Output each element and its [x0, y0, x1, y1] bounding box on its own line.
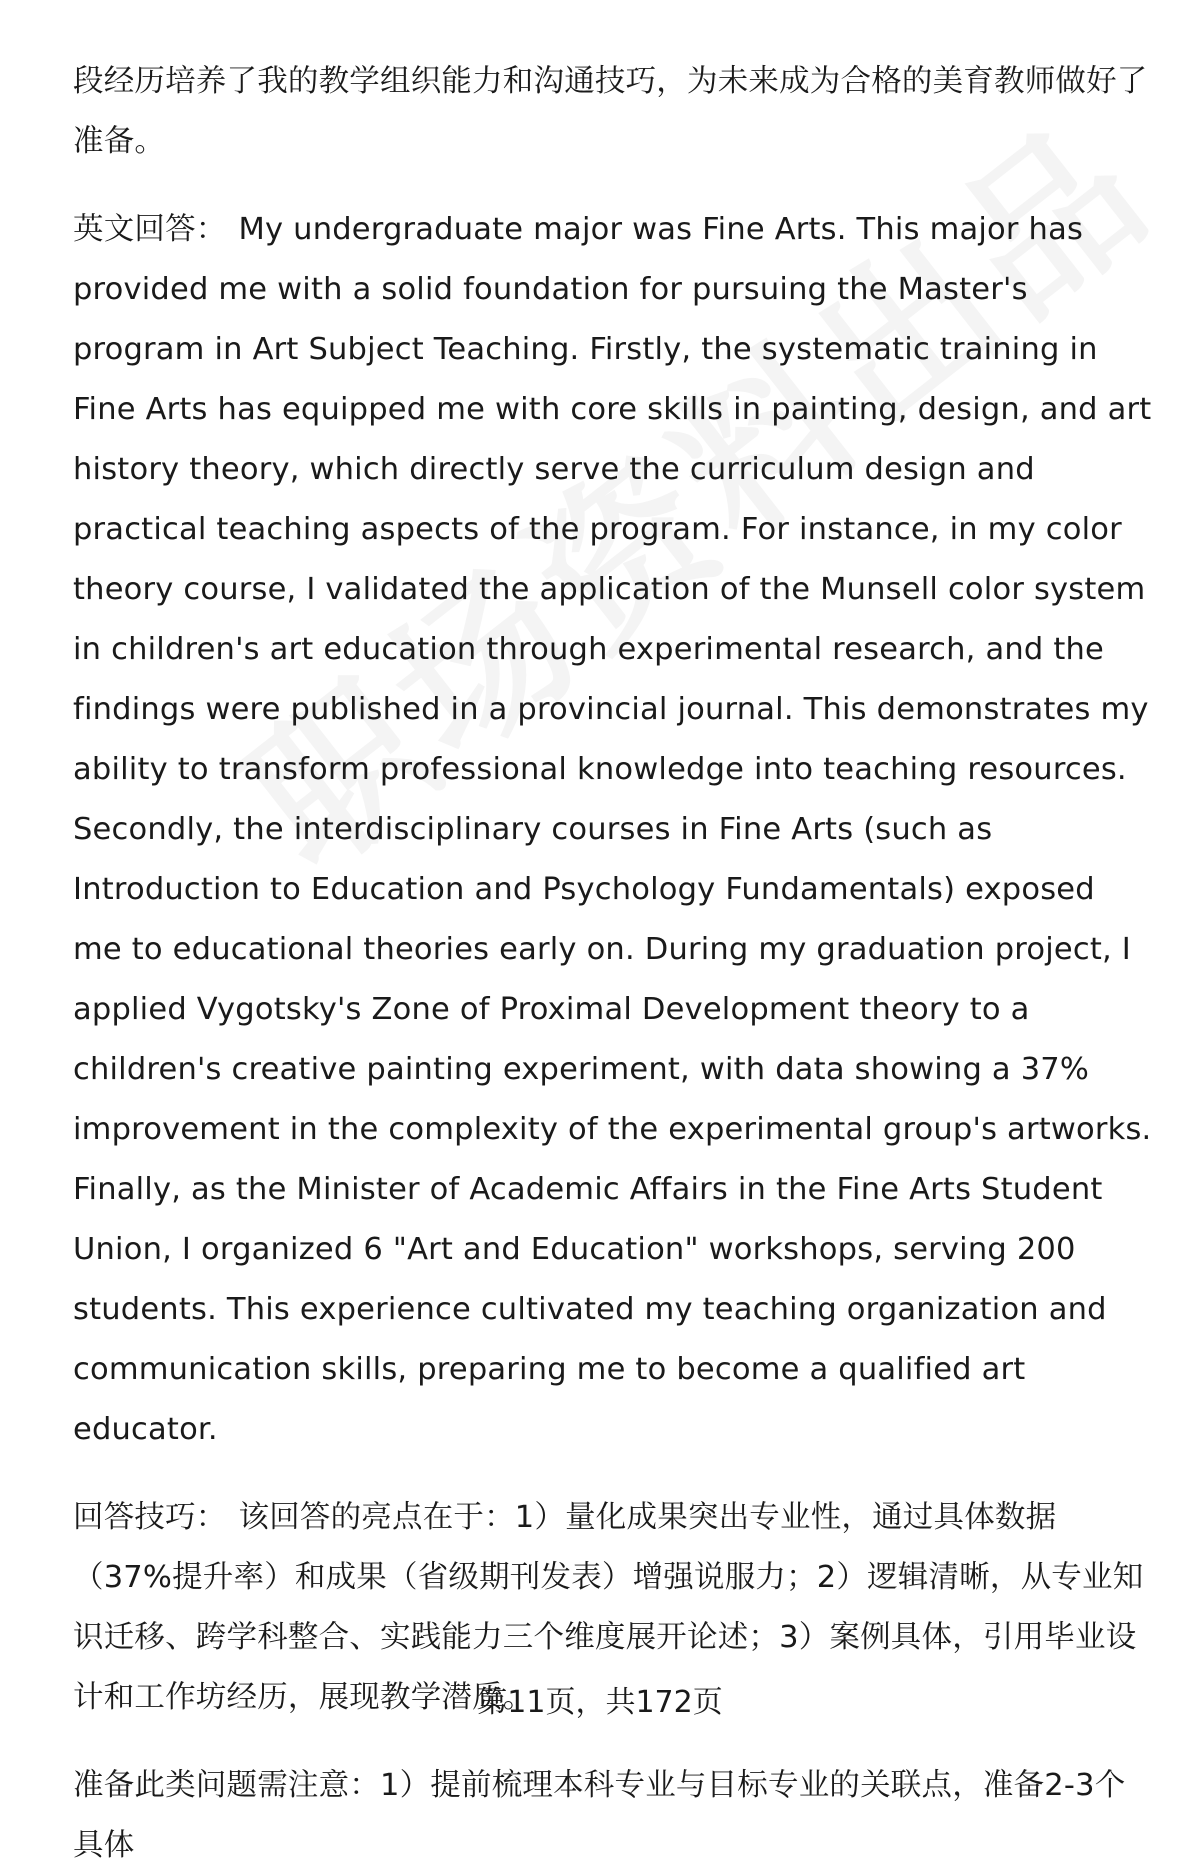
preparation-paragraph [73, 1756, 1153, 1876]
answer-tips-label: 回答技巧： [73, 1500, 227, 1535]
english-answer-paragraph [73, 200, 1153, 1460]
answer-tips-text: 该回答的亮点在于：1）量化成果突出专业性，通过具体数据（37%提升率）和成果（省级期刊发表）增强说服力；2）逻辑清晰，从专业知识迁移、跨学科整合、实践能力三个维度展开论述；3）案例具体，引用毕业设计和工作坊经历，展现教学潜质。 [73, 1500, 1144, 1715]
document-page [73, 52, 1153, 1876]
english-answer-text: My undergraduate major was Fine Arts. This major has provided me with a solid foundation for pursuing the Master's program in Art Subject Teaching. Firstly, the systematic training in Fine Arts has equipped me with core skills in painting, design, and art history theory, which directly serve the curriculum design and practical teaching aspects of the program. For instance, in my color theory course, I validated the application of the Munsell color system in children's art education through experimental research, and the findings were published in a provincial journal. This demonstrates my ability to transform professional knowledge into teaching resources. Secondly, the interdisciplinary courses in Fine Arts (such as Introduction to Education and Psychology Fundamentals) exposed me to educational theories early on. During my graduation project, I applied Vygotsky's Zone of Proximal Development theory to a children's creative painting experiment, with data showing a 37% improvement in the complexity of the experimental group's artworks. Finally, as the Minister of Academic Affairs in the Fine Arts Student Union, I organized 6 "Art and Education" workshops, serving 200 students. This experience cultivated my teaching organization and communication skills, preparing me to become a qualified art educator. [73, 212, 1152, 1447]
continuation-paragraph: 段经历培养了我的教学组织能力和沟通技巧，为未来成为合格的美育教师做好了准备。 [73, 64, 1148, 159]
preparation-label: 准备此类问题需注意： [73, 1768, 380, 1803]
english-answer-label: 英文回答： [73, 212, 227, 247]
page-indicator: 第11页，共172页 [477, 1685, 723, 1720]
preparation-text: 1）提前梳理本科专业与目标专业的关联点，准备2-3个具体 [73, 1768, 1126, 1863]
